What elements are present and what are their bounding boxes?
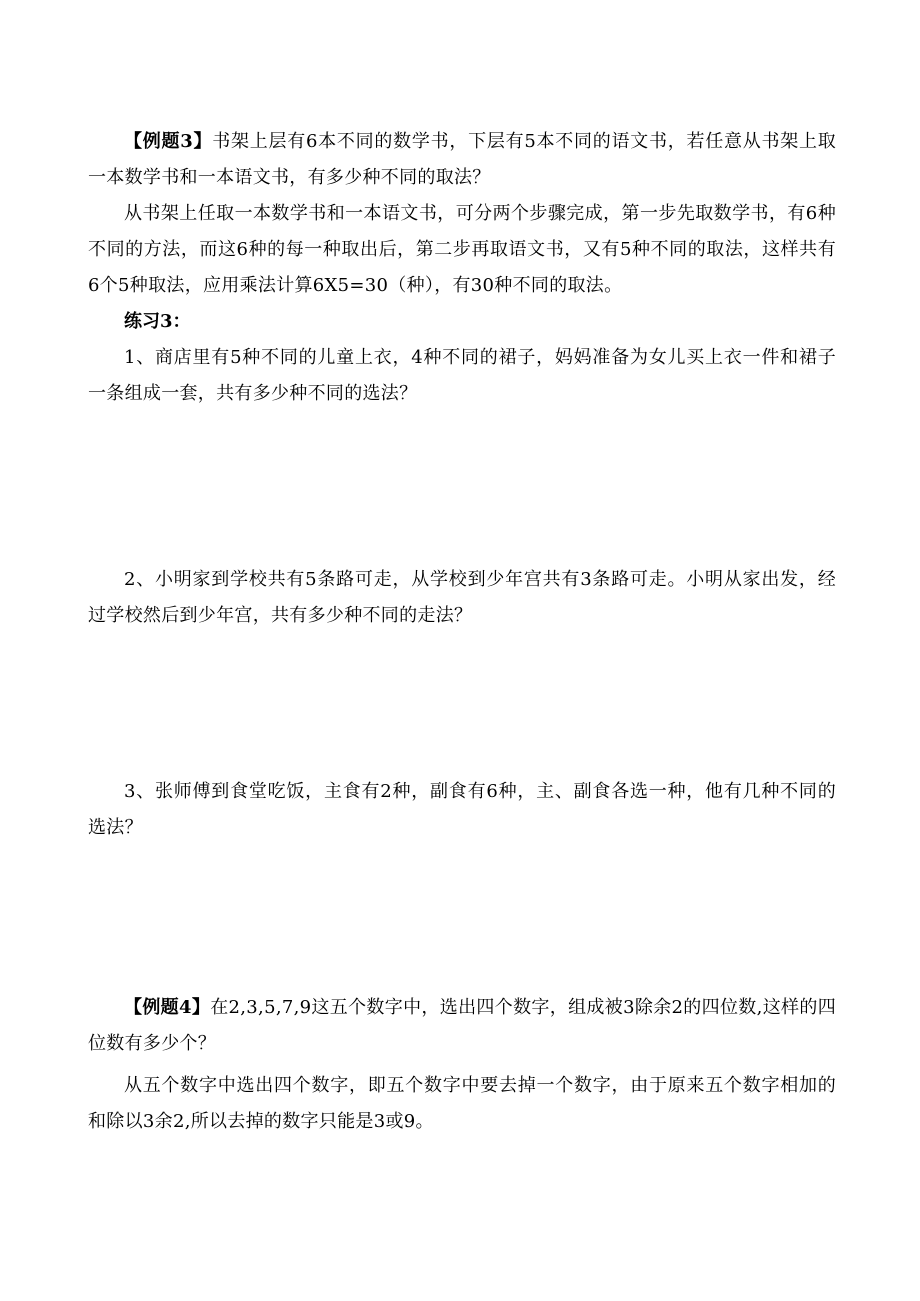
example4-label: 【例题4】 xyxy=(124,997,211,1018)
example3-solution: 从书架上任取一本数学书和一本语文书，可分两个步骤完成，第一步先取数学书，有6种不同的方法，而这6种的每一种取出后，第二步再取语文书，又有5种不同的取法，这样共有6个5种取法，应用乘法计算6X5=30（种），有30种不同的取法。 xyxy=(88,203,836,296)
practice3-heading: 练习3： xyxy=(124,311,191,332)
example4-question xyxy=(88,990,836,1062)
practice3-question-3: 3、张师傅到食堂吃饭，主食有2种，副食有6种，主、副食各选一种，他有几种不同的选法？ xyxy=(88,781,836,838)
example3-text: 书架上层有6本不同的数学书，下层有5本不同的语文书，若任意从书架上取一本数学书和一本语文书，有多少种不同的取法？ xyxy=(88,131,836,188)
example4-solution: 从五个数字中选出四个数字，即五个数字中要去掉一个数字，由于原来五个数字相加的和除以3余2,所以去掉的数字只能是3或9。 xyxy=(88,1075,836,1132)
example3-question xyxy=(88,124,836,196)
practice3-question-1: 1、商店里有5种不同的儿童上衣，4种不同的裙子，妈妈准备为女儿买上衣一件和裙子一条组成一套，共有多少种不同的选法？ xyxy=(88,347,836,404)
example3-label: 【例题3】 xyxy=(124,131,213,152)
example4-text: 在2,3,5,7,9这五个数字中，选出四个数字，组成被3除余2的四位数,这样的四位数有多少个？ xyxy=(88,997,836,1054)
practice3-question-2: 2、小明家到学校共有5条路可走，从学校到少年宫共有3条路可走。小明从家出发，经过学校然后到少年宫，共有多少种不同的走法？ xyxy=(88,569,836,626)
